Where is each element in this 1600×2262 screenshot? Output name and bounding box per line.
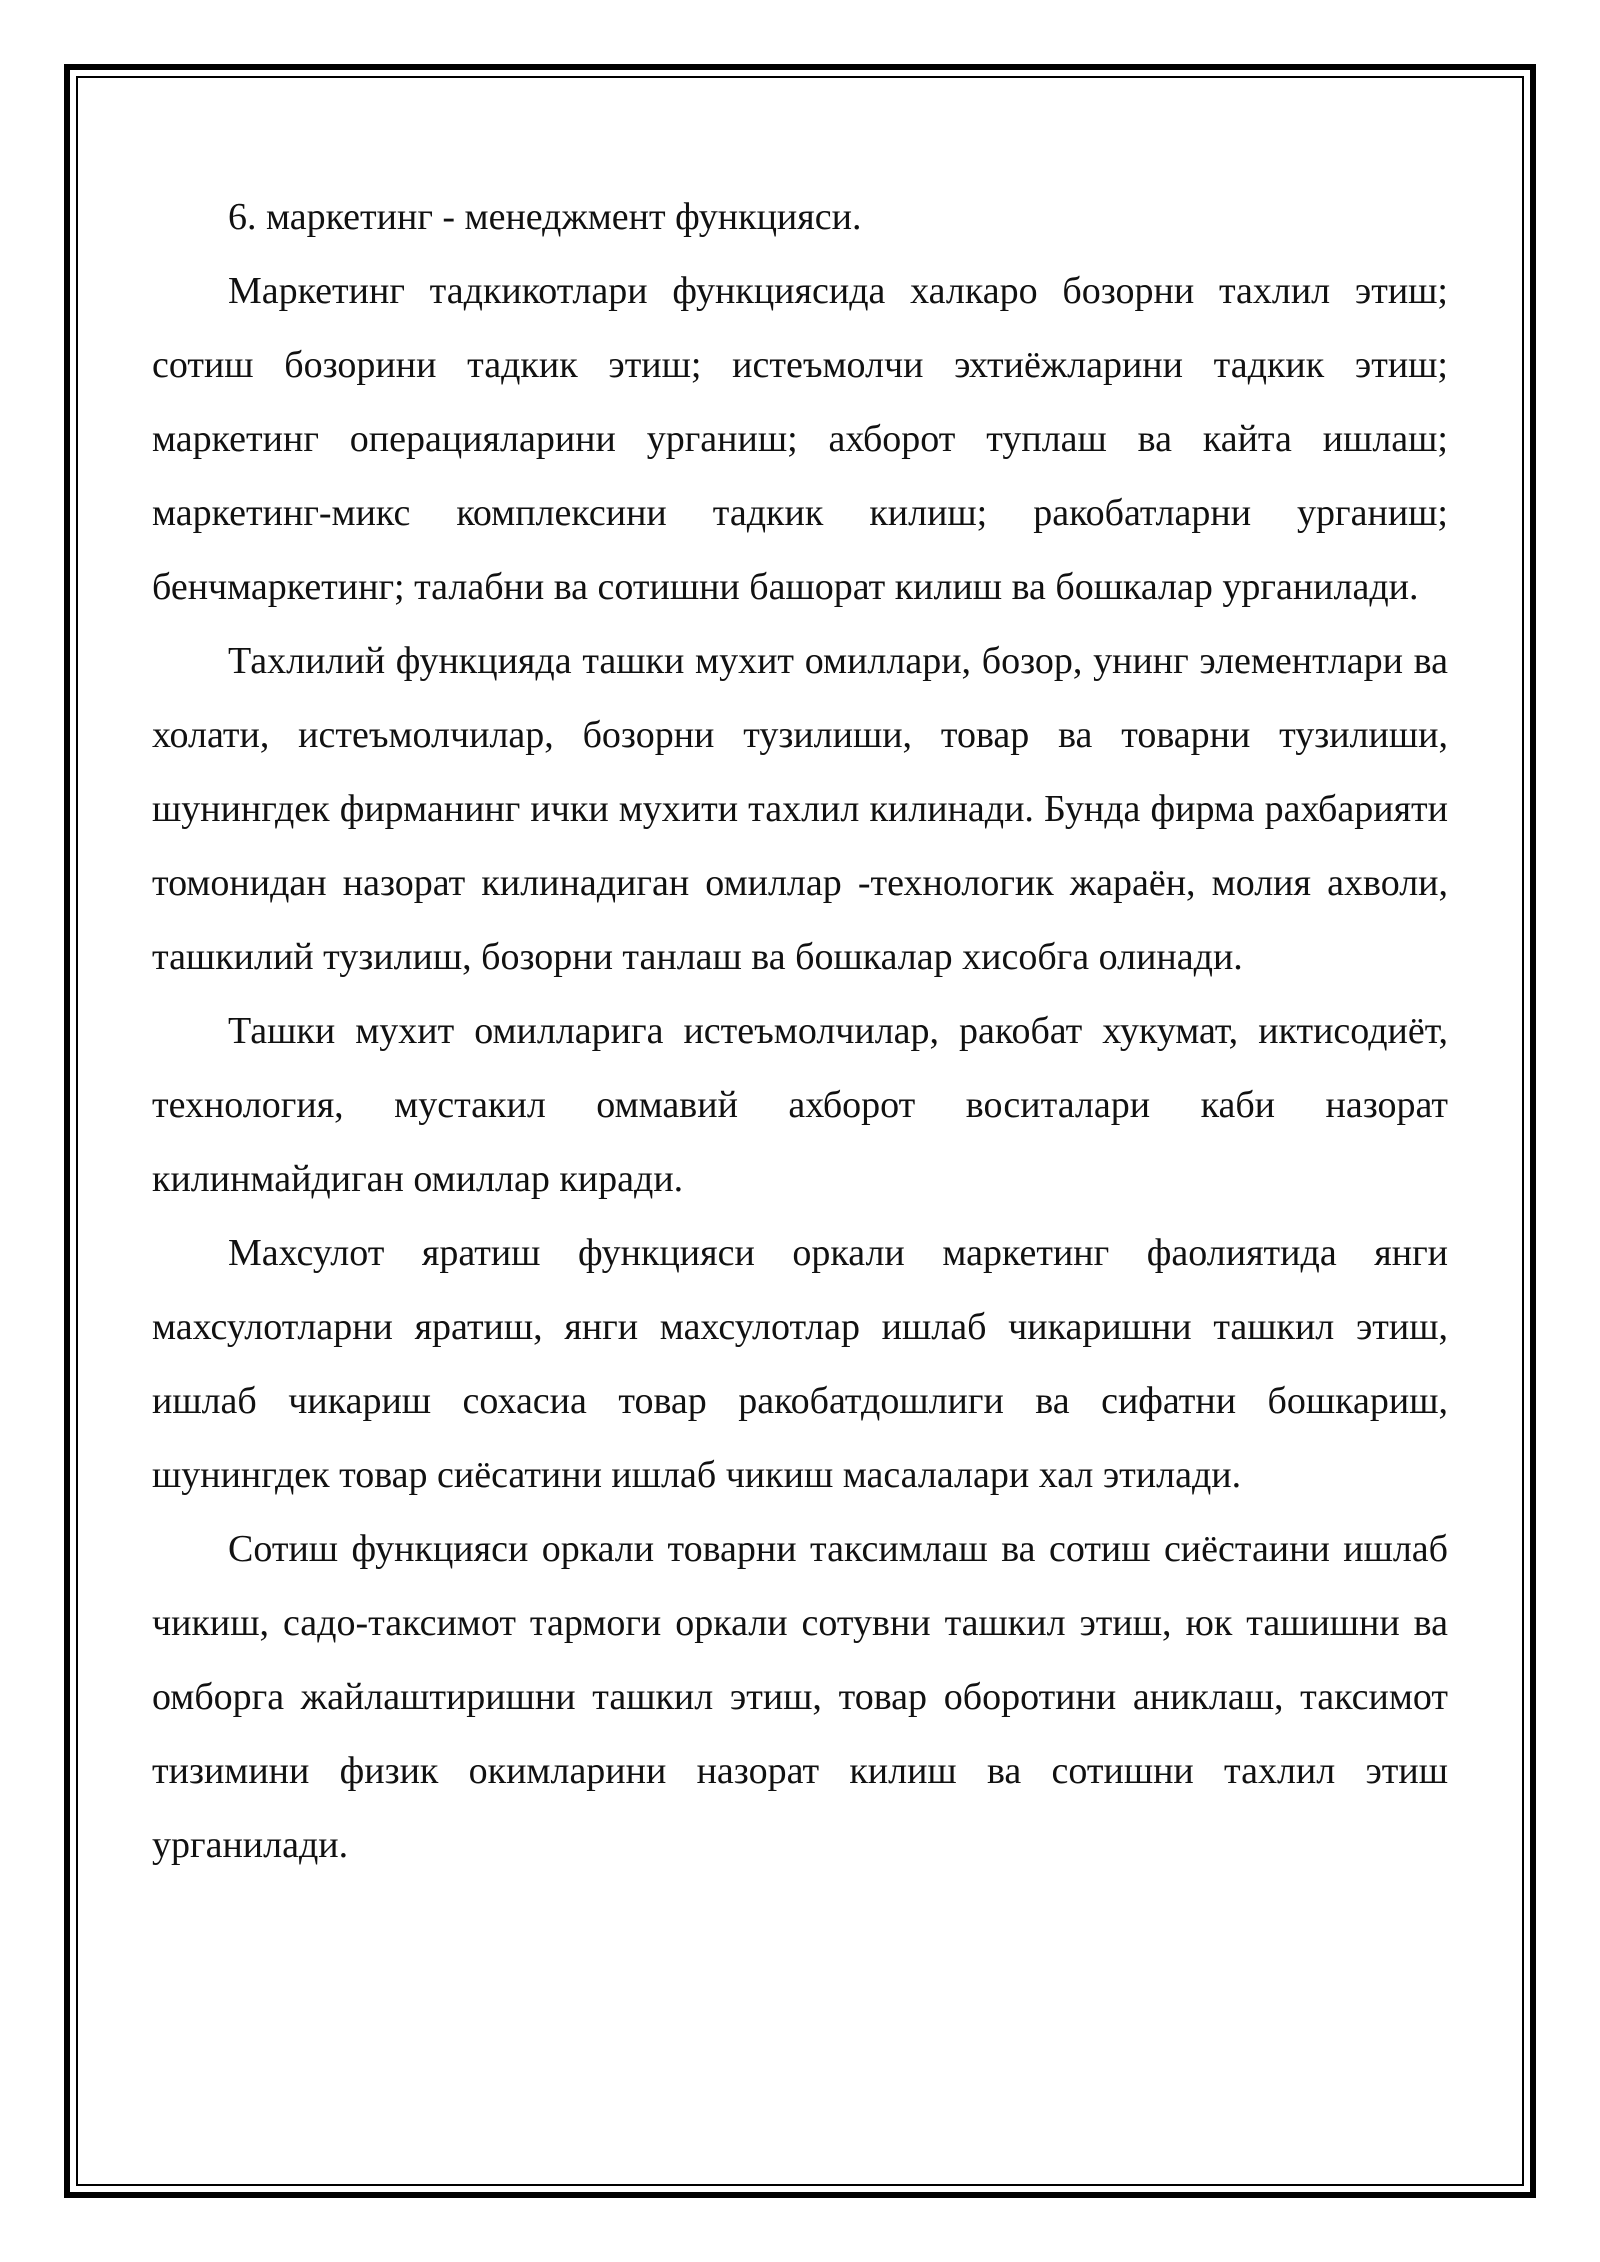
paragraph: Маркетинг тадкикотлари функциясида халкаро бозорни тахлил этиш; сотиш бозорини тадкик этиш; истеъмолчи эхтиёжларини тадкик этиш; маркетинг операцияларини урганиш; ахборот туплаш ва кайта ишлаш; маркетинг-микс комплексини тадкик килиш; ракобатларни урганиш; бенчмаркетинг; талабни ва сотишни башорат килиш ва бошкалар урганилади.: [152, 270, 1448, 608]
paragraph-heading: 6. маркетинг - менеджмент функцияси.: [228, 196, 862, 238]
paragraph: Тахлилий функцияда ташки мухит омиллари, бозор, унинг элементлари ва холати, истеъмолчилар, бозорни тузилиши, товар ва товарни тузилиши, шунингдек фирманинг ички мухити тахлил килинади. Бунда фирма рахбарияти томонидан назорат килинадиган омиллар -технологик жараён, молия ахволи, ташкилий тузилиш, бозорни танлаш ва бошкалар хисобга олинади.: [152, 640, 1448, 978]
paragraph: Ташки мухит омилларига истеъмолчилар, ракобат хукумат, иктисодиёт, технология, мустакил оммавий ахборот воситалари каби назорат килинмайдиган омиллар киради.: [152, 1010, 1448, 1200]
paragraph: Сотиш функцияси оркали товарни таксимлаш ва сотиш сиёстаини ишлаб чикиш, садо-таксимот тармоги оркали сотувни ташкил этиш, юк ташишни ва омборга жайлаштиришни ташкил этиш, товар оборотини аниклаш, таксимот тизимини физик окимларини назорат килиш ва сотишни тахлил этиш урганилади.: [152, 1528, 1448, 1866]
document-body: [152, 180, 1448, 1882]
paragraph: Махсулот яратиш функцияси оркали маркетинг фаолиятида янги махсулотларни яратиш, янги махсулотлар ишлаб чикаришни ташкил этиш, ишлаб чикариш сохасиа товар ракобатдошлиги ва сифатни бошкариш, шунингдек товар сиёсатини ишлаб чикиш масалалари хал этилади.: [152, 1232, 1448, 1496]
